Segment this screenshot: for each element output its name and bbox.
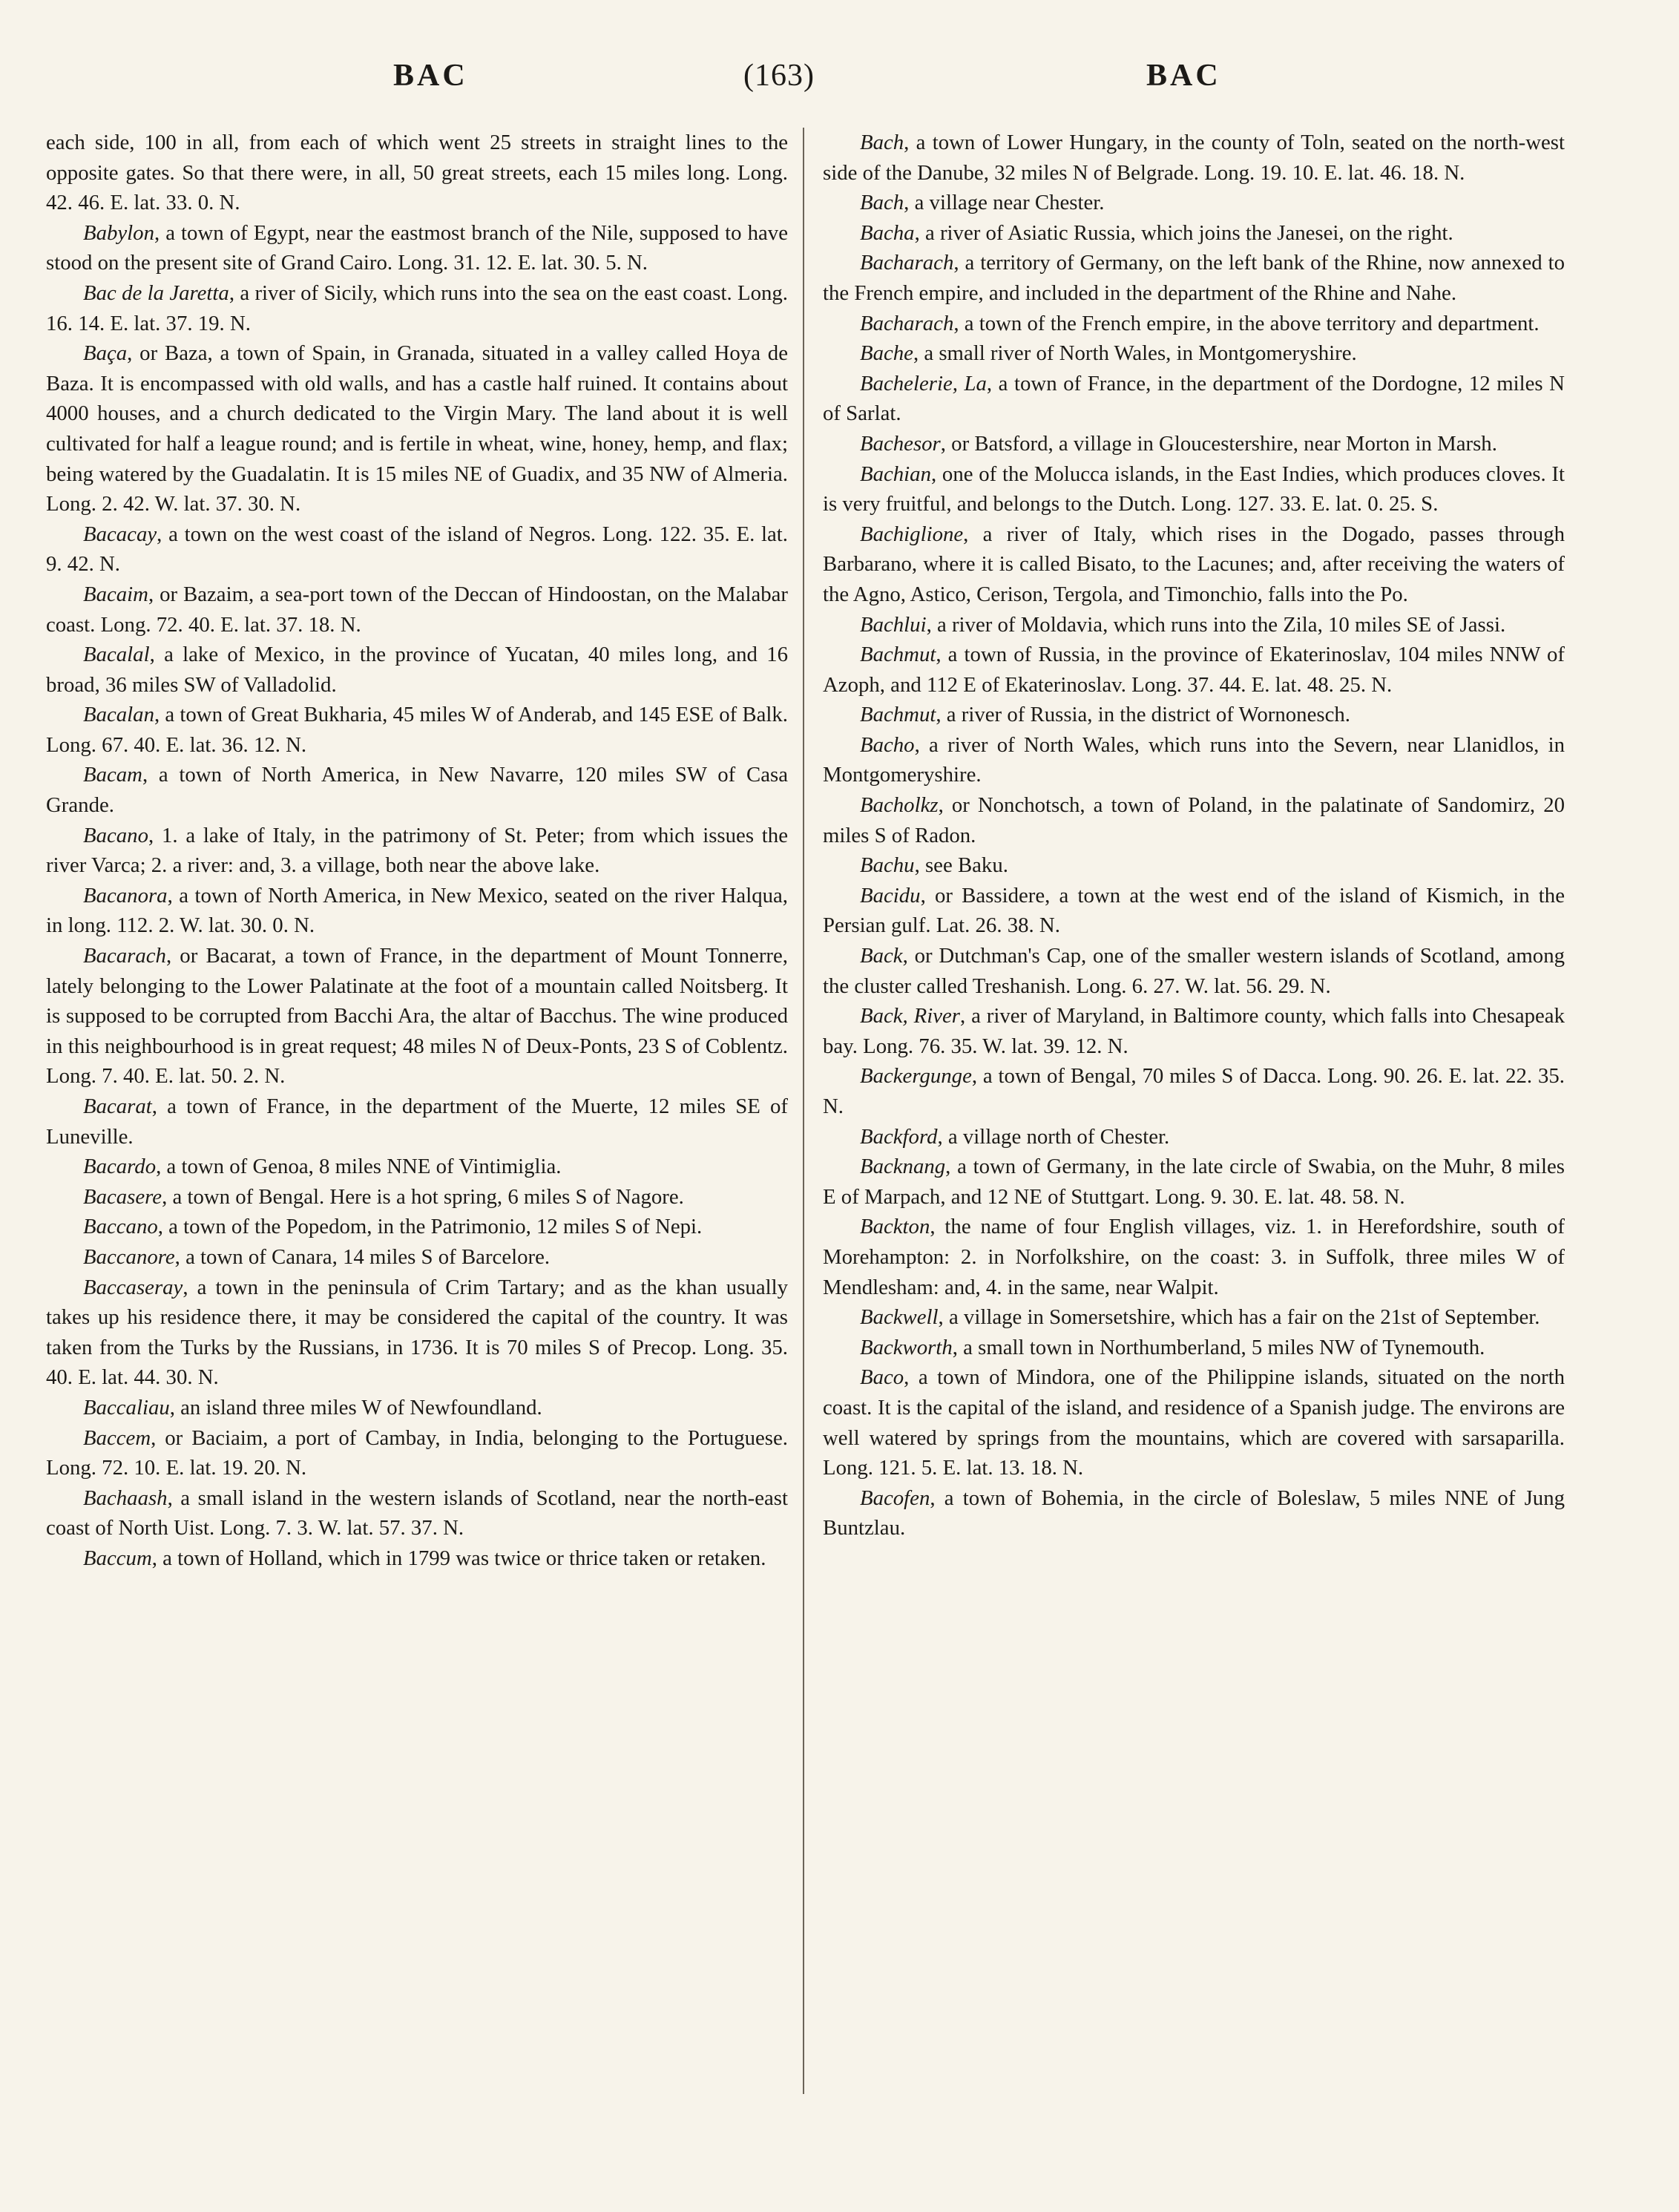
entry-term: Bacharach [860,251,954,275]
gazetteer-entry [46,1393,788,1423]
entry-text: , a small river of North Wales, in Montgomeryshire. [913,341,1357,366]
entry-term: Bacam [83,763,142,787]
entry-term: Backergunge [860,1064,972,1089]
right-column [823,128,1565,1543]
entry-term: Back, River [860,1004,960,1028]
entry-text: , a river of North Wales, which runs into the Severn, near Llanidlos, in Montgomeryshire. [823,732,1565,787]
gazetteer-entry [823,1212,1565,1302]
gazetteer-entry [823,881,1565,941]
gazetteer-entry [823,128,1565,188]
header-right-guide-word: BAC [1146,59,1221,93]
entry-text: , 1. a lake of Italy, in the patrimony of St. Peter; from which issues the river Varca; 2. a river: and, 3. a village, both near the above lake. [46,823,788,878]
entry-text: , or Nonchotsch, a town of Poland, in the palatinate of Sandomirz, 20 miles S of Radon. [823,793,1565,847]
gazetteer-entry [46,338,788,519]
left-column [46,128,788,1574]
entry-text: , a village near Chester. [904,191,1105,215]
column-divider [803,128,804,2094]
entry-term: Back [860,944,903,968]
entry-text: , or Dutchman's Cap, one of the smaller western islands of Scotland, among the cluster called Treshanish. Long. 6. 27. W. lat. 56. 29. N. [823,944,1565,998]
entry-text: , a town of Great Bukharia, 45 miles W of Anderab, and 145 ESE of Balk. Long. 67. 40. E. lat. 36. 12. N. [46,703,788,757]
entry-term: Bacha [860,220,915,245]
gazetteer-entry [823,1061,1565,1121]
gazetteer-entry [823,640,1565,700]
entry-term: Baccano [83,1215,158,1239]
entry-term: Bac de la Jaretta [83,280,229,305]
gazetteer-entry [823,1302,1565,1333]
gazetteer-entry [46,1423,788,1483]
entry-term: Baccanore [83,1244,175,1269]
entry-term: Bachaash [83,1486,168,1510]
entry-term: Bacholkz [860,793,939,818]
gazetteer-entry [823,519,1565,610]
gazetteer-entry [46,218,788,278]
entry-text: each side, 100 in all, from each of which went 25 streets in straight lines to the opposite gates. So that there were, in all, 50 great streets, each 15 miles long. Long. 42. 46. E. lat. 33. 0. N. [46,131,788,215]
entry-text: , a town of North America, in New Navarre, 120 miles SW of Casa Grande. [46,763,788,818]
entry-term: Bach [860,191,904,215]
entry-text: , a river of Maryland, in Baltimore county, which falls into Chesapeak bay. Long. 76. 35. W. lat. 39. 12. N. [823,1004,1565,1058]
entry-text: , one of the Molucca islands, in the East Indies, which produces cloves. It is very fruitful, and belongs to the Dutch. Long. 127. 33. E. lat. 0. 25. S. [823,462,1565,516]
entry-text: , a town of Genoa, 8 miles NNE of Vintimiglia. [156,1155,562,1179]
gazetteer-entry [823,218,1565,249]
gazetteer-entry [46,1273,788,1393]
entry-text: , an island three miles W of Newfoundland. [169,1395,542,1420]
entry-term: Bachu [860,853,915,878]
entry-text: , or Bacarat, a town of France, in the department of Mount Tonnerre, lately belonging to the Lower Palatinate at the foot of a mountain called Noitsberg. It is supposed to be corrupted from Bacchi Ara, the altar of Bacchus. The wine produced in this neighbourhood is in great request; 48 miles N of Deux-Ponts, 23 S of Coblentz. Long. 7. 40. E. lat. 50. 2. N. [46,944,788,1089]
gazetteer-entry [823,369,1565,429]
entry-text: , a small town in Northumberland, 5 miles NW of Tynemouth. [952,1335,1485,1359]
gazetteer-entry [823,1483,1565,1543]
entry-text: , or Baciaim, a port of Cambay, in India, belonging to the Portuguese. Long. 72. 10. E. lat. 19. 20. N. [46,1425,788,1480]
entry-term: Bachesor [860,431,941,456]
entry-text: , a town of France, in the department of the Dordogne, 12 miles N of Sarlat. [823,371,1565,426]
entry-text: , a town of Holland, which in 1799 was twice or thrice taken or retaken. [151,1546,766,1570]
entry-term: Bacharach [860,311,954,335]
entry-term: Bacarach [83,944,166,968]
gazetteer-entry [823,459,1565,519]
entry-term: Bachiglione [860,522,964,546]
entry-term: Bacarat [83,1094,152,1118]
entry-term: Bacofen [860,1486,930,1510]
entry-text: , a river of Russia, in the district of Wornonesch. [936,703,1350,727]
gazetteer-entry [823,610,1565,640]
gazetteer-entry [823,338,1565,369]
gazetteer-entry [46,700,788,760]
entry-text: , see Baku. [914,853,1008,878]
entry-term: Bacardo [83,1155,157,1179]
entry-term: Bacacay [83,522,157,546]
page-number: (163) [743,59,815,93]
entry-term: Bach [860,131,904,154]
entry-term: Bacasere [83,1184,162,1209]
gazetteer-entry [46,1543,788,1574]
entry-text: , a village north of Chester. [937,1124,1170,1149]
gazetteer-entry [823,309,1565,339]
gazetteer-entry [46,1182,788,1212]
entry-text: , or Bazaim, a sea-port town of the Deccan of Hindoostan, on the Malabar coast. Long. 72. 40. E. lat. 37. 18. N. [46,582,788,637]
entry-text: , a town of Canara, 14 miles S of Barcelore. [174,1244,551,1269]
entry-text: , a village in Somersetshire, which has a fair on the 21st of September. [938,1305,1540,1330]
entry-term: Bacho [860,732,915,757]
gazetteer-entry [823,850,1565,881]
entry-term: Bacalal [83,643,150,667]
gazetteer-entry [823,700,1565,730]
gazetteer-entry [46,821,788,881]
entry-term: Baccum [83,1546,152,1570]
entry-text: , a town of Bohemia, in the circle of Boleslaw, 5 miles NNE of Jung Buntzlau. [823,1486,1565,1540]
entry-term: Bache [860,341,913,366]
gazetteer-entry [823,1362,1565,1483]
gazetteer-entry [823,429,1565,459]
entry-text: , a town of Bengal. Here is a hot spring, 6 miles S of Nagore. [162,1184,684,1209]
entry-term: Bacaim [83,582,148,606]
entry-term: Baccem [83,1425,151,1450]
entry-term: Backnang [860,1155,946,1179]
entry-term: Bacalan [83,703,154,727]
entry-term: Backford [860,1124,938,1149]
running-header [0,58,1679,102]
gazetteer-entry [46,1092,788,1152]
entry-text: , a river of Italy, which rises in the Dogado, passes through Barbarano, where it is called Bisato, to the Lacunes; and, after receiving the waters of the Agno, Astico, Cerison, Tergola, and Timonchio, falls into the Po. [823,522,1565,606]
entry-term: Bachelerie, La [860,371,987,396]
entry-text: , a town of the Popedom, in the Patrimonio, 12 miles S of Nepi. [157,1215,703,1239]
entry-term: Baça [83,341,128,366]
header-left-guide-word: BAC [393,59,468,93]
gazetteer-entry [46,1212,788,1242]
gazetteer-entry [823,1152,1565,1212]
gazetteer-entry [46,128,788,218]
gazetteer-entry [823,730,1565,790]
entry-term: Baco [860,1365,904,1390]
entry-text: , a lake of Mexico, in the province of Yucatan, 40 miles long, and 16 broad, 36 miles SW of Valladolid. [46,643,788,697]
gazetteer-entry [46,640,788,700]
entry-text: , a river of Asiatic Russia, which joins the Janesei, on the right. [914,220,1453,245]
gazetteer-entry [823,1001,1565,1061]
entry-term: Bacidu [860,883,921,908]
entry-text: , a town of Lower Hungary, in the county of Toln, seated on the north-west side of the Danube, 32 miles N of Belgrade. Long. 19. 10. E. lat. 46. 18. N. [823,131,1565,185]
entry-term: Baccaseray [83,1275,183,1299]
entry-term: Bachmut [860,643,936,667]
entry-term: Bachlui [860,612,927,637]
entry-term: Backwell [860,1305,939,1330]
entry-term: Baccaliau [83,1395,170,1420]
gazetteer-entry [823,941,1565,1001]
entry-text: , a river of Moldavia, which runs into the Zila, 10 miles SE of Jassi. [926,612,1506,637]
entry-text: , a town on the west coast of the island of Negros. Long. 122. 35. E. lat. 9. 42. N. [46,522,788,577]
gazetteer-entry [823,1333,1565,1363]
entry-text: , a town of Mindora, one of the Philippine islands, situated on the north coast. It is the capital of the island, and residence of a Spanish judge. The environs are well watered by springs from the mountains, which are covered with sarsaparilla. Long. 121. 5. E. lat. 13. 18. N. [823,1365,1565,1480]
entry-text: , a town of France, in the department of the Muerte, 12 miles SE of Luneville. [46,1094,788,1149]
gazetteer-entry [46,580,788,640]
entry-text: , a town of Bengal, 70 miles S of Dacca. Long. 90. 26. E. lat. 22. 35. N. [823,1064,1565,1118]
gazetteer-entry [46,1242,788,1273]
entry-text: , a small island in the western islands of Scotland, near the north-east coast of North Uist. Long. 7. 3. W. lat. 57. 37. N. [46,1486,788,1540]
gazetteer-entry [823,790,1565,850]
entry-term: Babylon [83,220,154,245]
entry-text: , the name of four English villages, viz. 1. in Herefordshire, south of Morehampton: 2. in Norfolkshire, on the coast: 3. in Suffolk, three miles W of Mendlesham: and, 4. in the same, near Walpit. [823,1215,1565,1299]
gazetteer-entry [46,941,788,1092]
entry-text: , or Baza, a town of Spain, in Granada, situated in a valley called Hoya de Baza. It is encompassed with old walls, and has a castle half ruined. It contains about 4000 houses, and a church dedicated to the Virgin Mary. The land about it is well cultivated for half a league round; and is fertile in wheat, wine, honey, hemp, and flax; being watered by the Guadalatin. It is 15 miles NE of Guadix, and 35 NW of Almeria. Long. 2. 42. W. lat. 37. 30. N. [46,341,788,516]
entry-term: Backton [860,1215,930,1239]
gazetteer-entry [46,519,788,580]
gazetteer-entry [46,881,788,941]
entry-text: , or Bassidere, a town at the west end of the island of Kismich, in the Persian gulf. Lat. 26. 38. N. [823,883,1565,938]
entry-term: Bachian [860,462,931,486]
gazetteer-entry [823,1122,1565,1152]
entry-term: Bachmut [860,703,936,727]
entry-text: , a town of North America, in New Mexico, seated on the river Halqua, in long. 112. 2. W. lat. 30. 0. N. [46,883,788,938]
gazetteer-entry [823,248,1565,308]
entry-text: , a river of Sicily, which runs into the sea on the east coast. Long. 16. 14. E. lat. 37. 19. N. [46,280,789,335]
entry-term: Bacano [83,823,148,847]
entry-text: , a town of Egypt, near the eastmost branch of the Nile, supposed to have stood on the present site of Grand Cairo. Long. 31. 12. E. lat. 30. 5. N. [46,220,788,275]
gazetteer-entry [46,1152,788,1182]
gazetteer-entry [46,278,788,338]
entry-text: , a town of Russia, in the province of Ekaterinoslav, 104 miles NNW of Azoph, and 112 E of Ekaterinoslav. Long. 37. 44. E. lat. 48. 25. N. [823,643,1565,697]
entry-text: , a town of Germany, in the late circle of Swabia, on the Muhr, 8 miles E of Marpach, and 12 NE of Stuttgart. Long. 9. 30. E. lat. 48. 58. N. [823,1155,1565,1209]
gazetteer-entry [46,760,788,820]
gazetteer-entry [823,188,1565,218]
gazetteer-entry [46,1483,788,1543]
entry-text: , a territory of Germany, on the left bank of the Rhine, now annexed to the French empire, and included in the department of the Rhine and Nahe. [823,251,1565,305]
entry-text: , or Batsford, a village in Gloucestershire, near Morton in Marsh. [940,431,1497,456]
entry-term: Backworth [860,1335,953,1359]
entry-text: , a town of the French empire, in the above territory and department. [953,311,1540,335]
entry-text: , a town in the peninsula of Crim Tartary; and as the khan usually takes up his residence there, it may be considered the capital of the country. It was taken from the Turks by the Russians, in 1736. It is 70 miles S of Precop. Long. 35. 40. E. lat. 44. 30. N. [46,1275,788,1390]
entry-term: Bacanora [83,883,168,908]
